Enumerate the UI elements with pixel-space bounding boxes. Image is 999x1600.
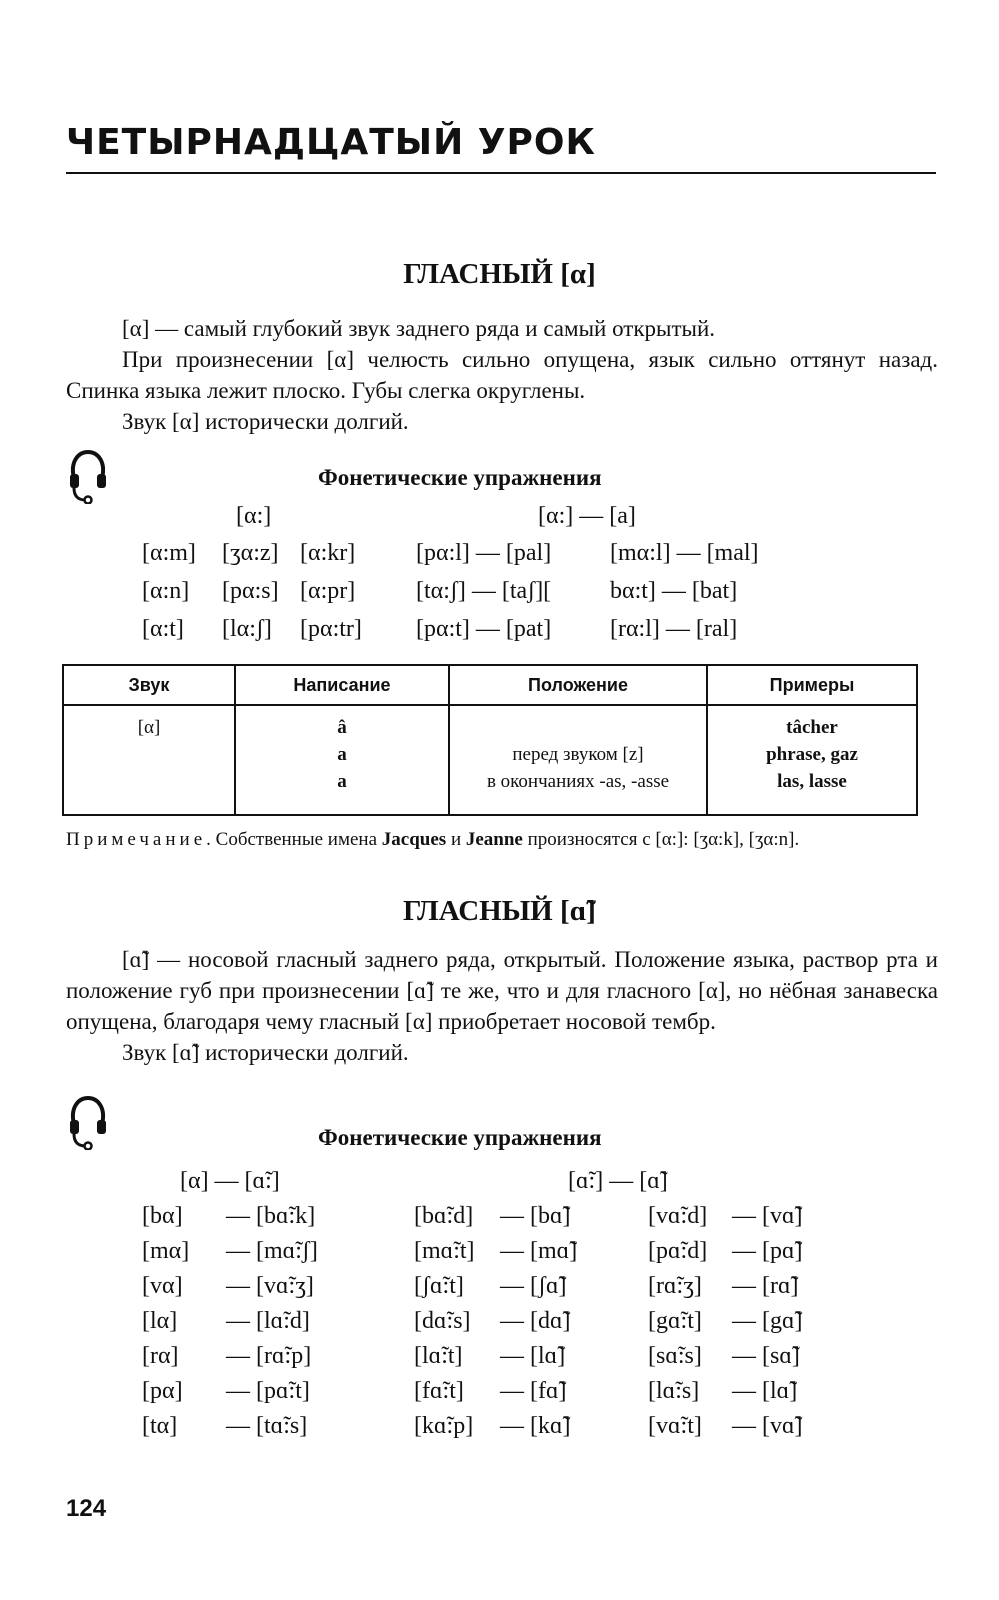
- exercise2-item: — [tɑ̃:s]: [226, 1413, 308, 1439]
- exercise1-item: [α:kr]: [300, 540, 356, 566]
- exercise2-item: — [lɑ̃:d]: [226, 1308, 310, 1334]
- position-item: в окончаниях -as, -asse: [486, 771, 670, 792]
- exercise2-item: — [bɑ̃]: [500, 1203, 571, 1229]
- exercise2-item: — [fɑ̃]: [500, 1378, 567, 1404]
- exercise2-item: [vɑ̃:t]: [648, 1413, 702, 1439]
- exercise-title-2: Фонетические упражнения: [318, 1125, 602, 1150]
- section1-paragraph-3: Звук [α] исторически долгий.: [122, 409, 409, 434]
- exercise2-item: [kɑ̃:p]: [414, 1413, 474, 1439]
- table-cell-sound: [63, 705, 235, 815]
- exercise2-item: — [vɑ̃]: [732, 1203, 803, 1229]
- exercise2-item: — [rɑ̃:p]: [226, 1343, 312, 1369]
- exercise1-item: [ʒα:z]: [222, 540, 279, 566]
- exercise2-item: [pɑ̃:d]: [648, 1238, 708, 1264]
- exercise2-item: — [lɑ̃]: [732, 1378, 798, 1404]
- lesson-title: ЧЕТЫРНАДЦАТЫЙ УРОК: [66, 122, 596, 163]
- example-item: las, lasse: [777, 771, 847, 792]
- exercise2-item: [lɑ̃:s]: [648, 1378, 700, 1404]
- exercise1-pair: [mα:l] — [mal]: [610, 540, 759, 566]
- exercise2-item: [dɑ̃:s]: [414, 1308, 471, 1334]
- exercise1-item: [α:t]: [142, 616, 184, 642]
- table-cell-examples: [707, 705, 917, 815]
- exercise2-item: [vɑ̃:d]: [648, 1203, 708, 1229]
- exercise2-item: [bα]: [142, 1203, 183, 1229]
- exercise2-item: [rα]: [142, 1343, 179, 1369]
- exercise1-item: [pα:s]: [222, 578, 279, 604]
- table-cell-spelling: [235, 705, 449, 815]
- exercise2-item: [gɑ̃:t]: [648, 1308, 702, 1334]
- exercise2-item: — [vɑ̃:ʒ]: [226, 1273, 314, 1299]
- position-item: [450, 714, 706, 741]
- exercise1-left-header: [α:]: [236, 503, 272, 529]
- exercise2-left-header: [α] — [ɑ̃:]: [180, 1168, 280, 1194]
- exercise1-item: [α:n]: [142, 578, 190, 604]
- exercise2-item: — [pɑ̃]: [732, 1238, 803, 1264]
- exercise2-item: — [rɑ̃]: [732, 1273, 799, 1299]
- exercise2-item: — [ʃɑ̃]: [500, 1273, 567, 1299]
- exercise1-right-header: [α:] — [a]: [538, 503, 636, 529]
- note-name-1: Jacques: [381, 829, 447, 850]
- headphones-icon[interactable]: [68, 448, 108, 504]
- exercise1-pair: [tα:ʃ] — [taʃ][: [416, 578, 552, 604]
- exercise2-item: [rɑ̃:ʒ]: [648, 1273, 702, 1299]
- exercise2-item: [tα]: [142, 1413, 178, 1439]
- exercise2-item: — [mɑ̃]: [500, 1238, 578, 1264]
- exercise2-item: [mα]: [142, 1238, 190, 1264]
- exercise1-pair: [rα:l] — [ral]: [610, 616, 738, 642]
- sound-value: [α]: [137, 717, 161, 738]
- title-divider: [66, 172, 936, 174]
- exercise2-item: [vα]: [142, 1273, 183, 1299]
- section1-paragraph-2: При произнесении [α] челюсть сильно опущена, язык сильно оттянут назад. Спинка языка лежит плоско. Губы слегка округлены.: [66, 347, 938, 403]
- section1-paragraph-1: [α] — самый глубокий звук заднего ряда и самый открытый.: [122, 316, 716, 341]
- example-item: tâcher: [786, 717, 838, 738]
- exercise2-item: — [pɑ̃:t]: [226, 1378, 310, 1404]
- section1-text: [66, 313, 938, 437]
- exercise1-item: [lα:ʃ]: [222, 616, 272, 642]
- exercise2-item: [mɑ̃:t]: [414, 1238, 475, 1264]
- spelling-item: a: [337, 771, 347, 792]
- exercise2-item: — [dɑ̃]: [500, 1308, 571, 1334]
- exercise2-item: [pα]: [142, 1378, 183, 1404]
- table-header-spelling: Написание: [235, 665, 449, 705]
- exercise1-pair: [pα:t] — [pat]: [416, 616, 552, 642]
- exercise1-pair: bα:t] — [bat]: [610, 578, 738, 604]
- headphones-icon[interactable]: [68, 1094, 108, 1150]
- section-heading-nasal-a: ГЛАСНЫЙ [ɑ̃]: [403, 895, 596, 927]
- exercise2-item: — [vɑ̃]: [732, 1413, 803, 1439]
- note-label: Примечание: [66, 829, 207, 850]
- exercise2-item: — [sɑ̃]: [732, 1343, 800, 1369]
- table-header-position: Положение: [449, 665, 707, 705]
- exercise2-item: [sɑ̃:s]: [648, 1343, 702, 1369]
- exercise2-item: [lα]: [142, 1308, 178, 1334]
- note-and: и: [446, 829, 466, 850]
- exercise1-item: [pα:tr]: [300, 616, 362, 642]
- table-header-sound: Звук: [63, 665, 235, 705]
- exercise2-item: [ʃɑ̃:t]: [414, 1273, 464, 1299]
- table-cell-position: [449, 705, 707, 815]
- exercise1-pair: [pα:l] — [pal]: [416, 540, 552, 566]
- exercise2-item: — [lɑ̃]: [500, 1343, 566, 1369]
- section2-paragraph-1: [ɑ̃] — носовой гласный заднего ряда, открытый. Положение языка, раствор рта и положение губ при произнесении [ɑ̃] те же, что и для гласного [α], но нёбная занавеска опущена, благодаря чему гласный [α] приобретает носовой тембр.: [66, 947, 938, 1034]
- exercise2-item: — [bɑ̃:k]: [226, 1203, 316, 1229]
- exercise2-right-header: [ɑ̃:] — [ɑ̃]: [568, 1168, 668, 1194]
- exercise2-item: [lɑ̃:t]: [414, 1343, 463, 1369]
- table-row: [63, 705, 917, 815]
- spelling-table: [62, 664, 918, 816]
- exercise2-item: — [mɑ̃:ʃ]: [226, 1238, 318, 1264]
- spelling-item: â: [337, 717, 347, 738]
- exercise1-item: [α:pr]: [300, 578, 356, 604]
- section2-paragraph-2: Звук [ɑ̃] исторически долгий.: [122, 1040, 409, 1065]
- section-heading-vowel-a: ГЛАСНЫЙ [α]: [403, 258, 596, 290]
- example-item: phrase, gaz: [766, 744, 858, 765]
- exercise1-item: [α:m]: [142, 540, 196, 566]
- page-number: 124: [66, 1495, 107, 1522]
- note-text-2: произносятся с [α:]: [ʒα:k], [ʒα:n].: [522, 829, 800, 850]
- exercise-title-1: Фонетические упражнения: [318, 465, 602, 490]
- spelling-item: a: [337, 744, 347, 765]
- position-item: перед звуком [z]: [512, 744, 644, 765]
- table-header-examples: Примеры: [707, 665, 917, 705]
- note-text-1: . Собственные имена: [206, 829, 382, 850]
- exercise2-item: [fɑ̃:t]: [414, 1378, 464, 1404]
- exercise2-item: [bɑ̃:d]: [414, 1203, 474, 1229]
- section2-text: [66, 944, 938, 1068]
- exercise2-item: — [gɑ̃]: [732, 1308, 803, 1334]
- note: [66, 826, 938, 854]
- exercise2-item: — [kɑ̃]: [500, 1413, 571, 1439]
- note-name-2: Jeanne: [465, 829, 523, 850]
- table-header-row: [63, 665, 917, 705]
